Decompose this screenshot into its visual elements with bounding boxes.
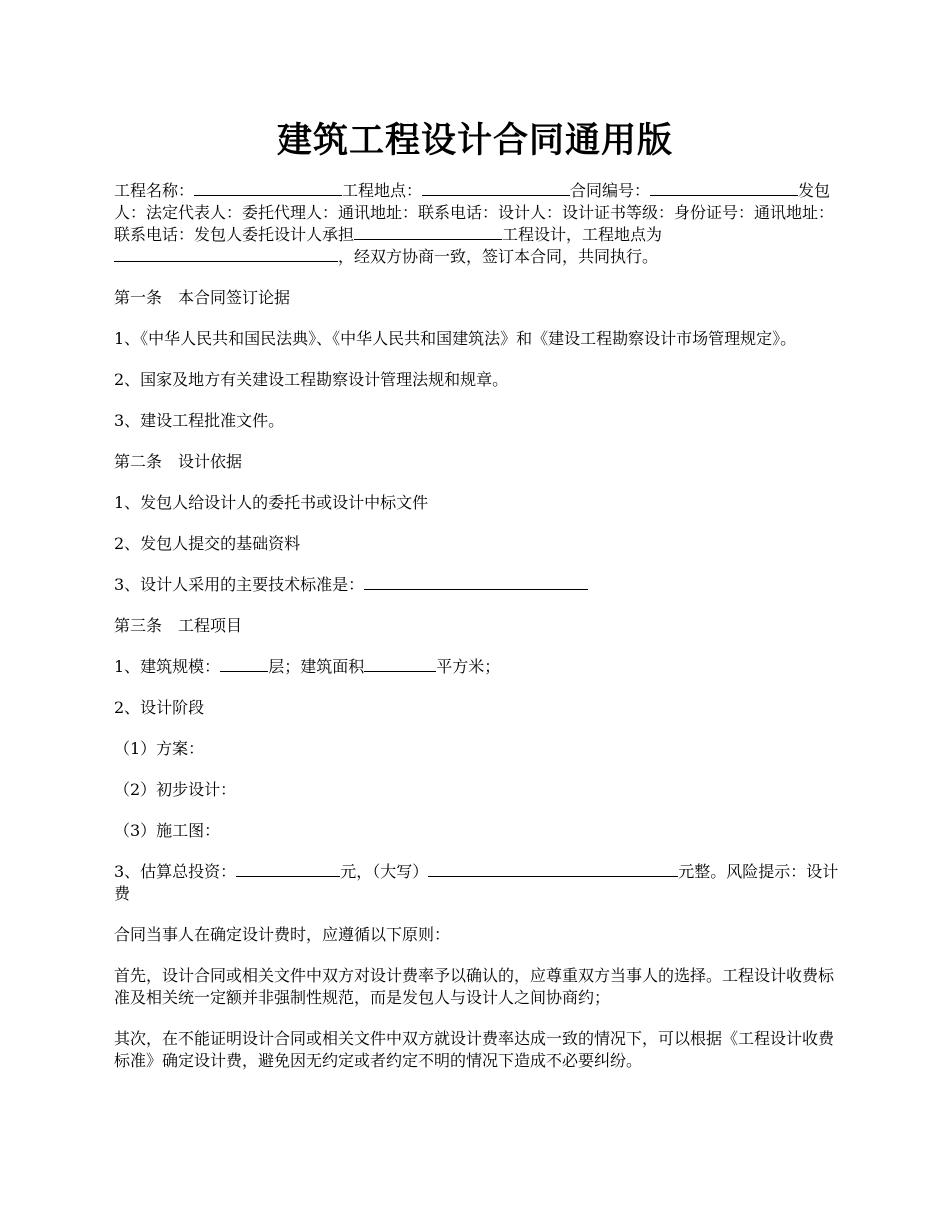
article1-heading: 第一条 本合同签订论据: [114, 288, 291, 307]
area-blank: [364, 656, 436, 672]
article2-heading: 第二条 设计依据: [114, 452, 243, 471]
article2-item2: 2、发包人提交的基础资料: [114, 534, 301, 553]
principles-intro: 合同当事人在确定设计费时，应遵循以下原则：: [114, 925, 451, 944]
design-stage-1: （1）方案：: [114, 739, 205, 758]
principle-first: 首先，设计合同或相关文件中双方对设计费率予以确认的，应尊重双方当事人的选择。工程设计收费标准及相关统一定额并非强制性规范，而是发包人与设计人之间协商约；: [114, 966, 835, 1007]
technical-standard-blank: [364, 574, 588, 590]
investment-estimate: [114, 861, 844, 905]
engineering-location-blank: [114, 246, 338, 262]
project-name-label: 工程名称：: [114, 181, 195, 200]
article3-heading: 第三条 工程项目: [114, 616, 243, 635]
principle-second: 其次，在不能证明设计合同或相关文件中双方就设计费率达成一致的情况下，可以根据《工程设计收费标准》确定设计费，避免因无约定或者约定不明的情况下造成不必要纠纷。: [114, 1029, 835, 1070]
design-stage-3: （3）施工图：: [114, 821, 221, 840]
intro-paragraph: [114, 180, 844, 268]
design-stage-2: （2）初步设计：: [114, 780, 237, 799]
investment-yuan: 元，（大写）: [340, 862, 429, 881]
project-location-label: 工程地点：: [342, 181, 423, 200]
project-location-blank: [422, 180, 570, 196]
investment-suffix: 元整。风险提示：设计费: [114, 862, 839, 903]
contract-no-blank: [650, 180, 798, 196]
investment-label: 3、估算总投资：: [114, 862, 237, 881]
article1-item2: 2、国家及地方有关建设工程勘察设计管理法规和规章。: [114, 370, 509, 389]
parties-text: 发包人：法定代表人：委托代理人：通讯地址：联系电话：设计人：设计证书等级：身份证号：通讯地址：联系电话：发包人委托设计人承担: [114, 181, 835, 244]
building-scale-label: 1、建筑规模：: [114, 657, 221, 676]
area-unit: 平方米；: [436, 657, 501, 676]
article2-item3: [114, 574, 844, 596]
design-scope-blank: [354, 224, 502, 240]
article1-item1: 1、《中华人民共和国民法典》、《中华人民共和国建筑法》和《建设工程勘察设计市场管理规定》。: [114, 329, 797, 348]
design-stage-heading: 2、设计阶段: [114, 698, 205, 717]
agreement-text: ，经双方协商一致，签订本合同，共同执行。: [338, 247, 659, 266]
technical-standard-label: 3、设计人采用的主要技术标准是：: [114, 575, 365, 594]
contract-no-label: 合同编号：: [570, 181, 651, 200]
investment-capital-blank: [428, 861, 678, 877]
document-title: 建筑工程设计合同通用版: [276, 120, 673, 161]
engineering-design-text: 工程设计，工程地点为: [502, 225, 663, 244]
building-scale: [114, 656, 844, 678]
investment-amount-blank: [236, 861, 340, 877]
article1-item3: 3、建设工程批准文件。: [114, 411, 285, 430]
document-body: [114, 180, 844, 1091]
project-name-blank: [194, 180, 342, 196]
article2-item1: 1、发包人给设计人的委托书或设计中标文件: [114, 493, 429, 512]
floors-blank: [220, 656, 268, 672]
floors-unit: 层；建筑面积: [268, 657, 365, 676]
